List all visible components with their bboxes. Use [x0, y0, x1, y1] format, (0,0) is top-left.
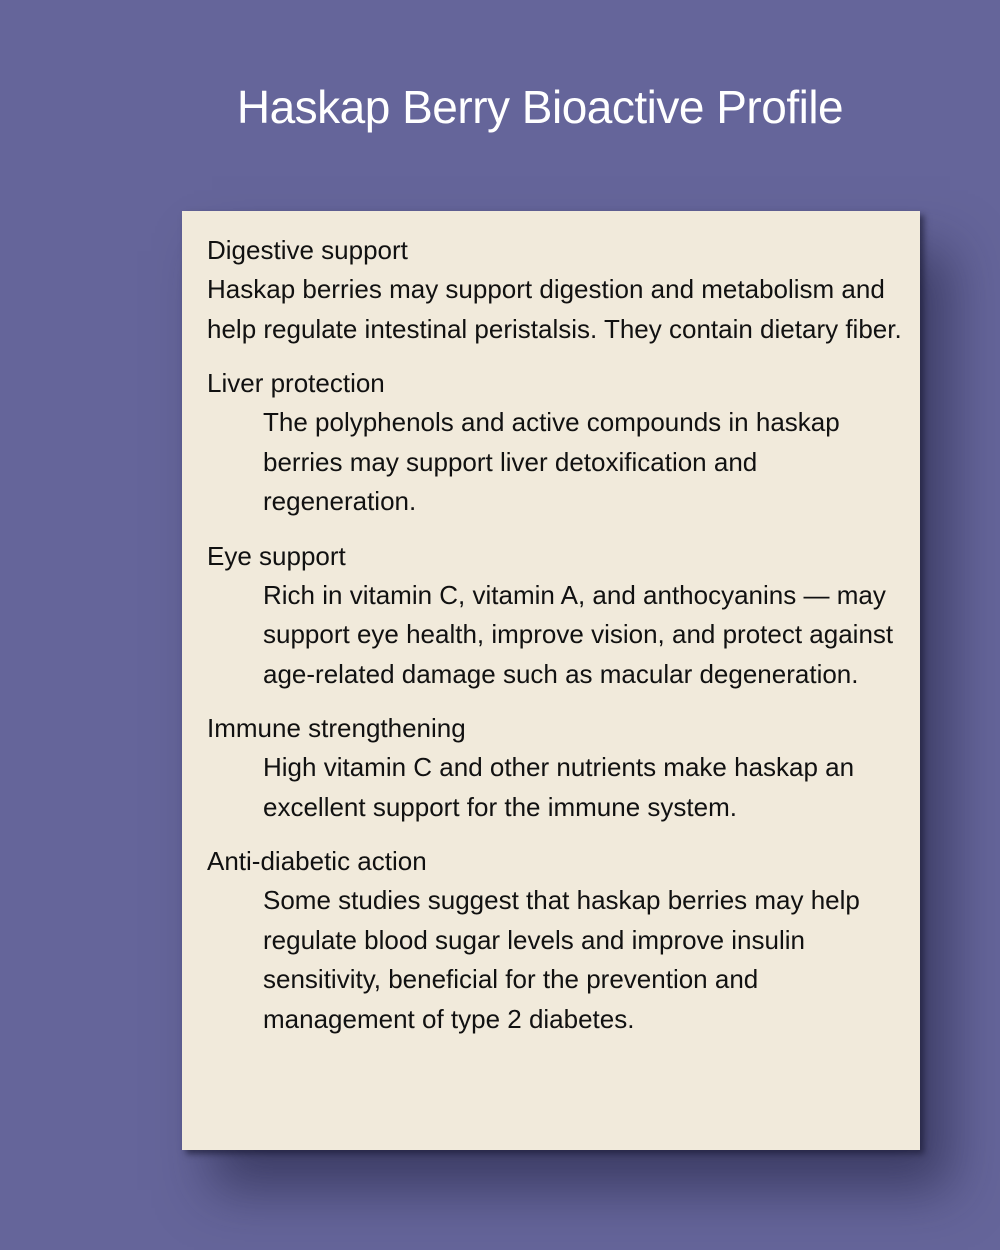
section-body: High vitamin C and other nutrients make haskap an excellent support for the immune system.	[263, 752, 855, 822]
section-body: Rich in vitamin C, vitamin A, and anthocyanins — may support eye health, improve vision, and protect against age-related damage such as macular degeneration.	[263, 579, 894, 689]
section-body: Some studies suggest that haskap berries may help regulate blood sugar levels and improve insulin sensitivity, beneficial for the prevention and management of type 2 diabetes.	[263, 885, 860, 1034]
section-heading: Anti-diabetic action	[207, 846, 427, 876]
section-heading: Liver protection	[207, 368, 385, 398]
section-liver-protection	[207, 364, 902, 522]
section-anti-diabetic-action	[207, 842, 902, 1039]
page-title: Haskap Berry Bioactive Profile	[236, 81, 844, 133]
section-body: The polyphenols and active compounds in haskap berries may support liver detoxification and regeneration.	[263, 407, 840, 516]
section-immune-strengthening	[207, 709, 902, 827]
section-heading: Eye support	[207, 540, 346, 571]
section-digestive-support	[207, 231, 902, 349]
section-heading: Immune strengthening	[207, 713, 466, 743]
section-eye-support	[207, 537, 902, 695]
section-heading: Digestive support	[207, 235, 408, 265]
profile-card	[182, 211, 920, 1150]
section-body: Haskap berries may support digestion and metabolism and help regulate intestinal peristalsis. They contain dietary fiber.	[207, 274, 902, 344]
